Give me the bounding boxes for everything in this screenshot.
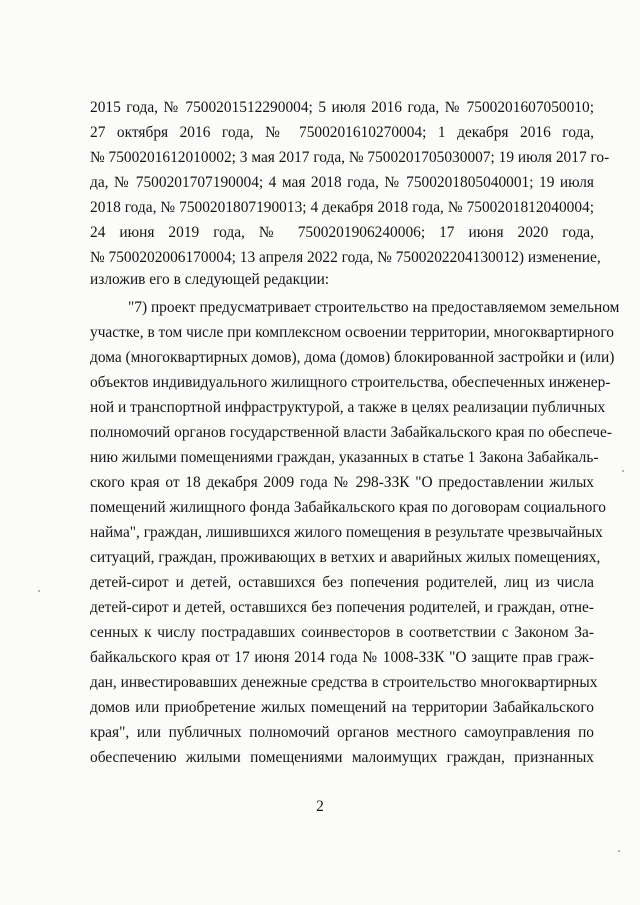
text-line: объектов индивидуального жилищного строительства, обеспеченных инженер-	[90, 374, 611, 391]
text-line: 24 июня 2019 года, № 7500201906240006; 17 июня 2020 года,	[90, 224, 594, 241]
text-line: домов или приобретение жилых помещений на территории Забайкальского	[90, 699, 594, 716]
text-line: края", или публичных полномочий органов местного самоуправления по	[90, 724, 594, 741]
text-line: сенных к числу пострадавших соинвесторов в соответствии с Законом За-	[90, 624, 594, 641]
scan-speck	[618, 850, 620, 852]
text-line: 2015 года, № 7500201512290004; 5 июля 2016 года, № 7500201607050010;	[90, 99, 594, 116]
text-line: изложив его в следующей редакции:	[90, 271, 330, 288]
text-line: ситуаций, граждан, проживающих в ветхих и аварийных жилых помещениях,	[90, 549, 601, 566]
paragraph-first-line: "7) проект предусматривает строительство на предоставляемом земельном	[128, 299, 620, 316]
scan-speck	[622, 470, 624, 472]
text-line: ной и транспортной инфраструктурой, а также в целях реализации публичных	[90, 399, 606, 416]
text-line: найма", граждан, лишившихся жилого помещения в результате чрезвычайных	[90, 524, 603, 541]
text-line: байкальского края от 17 июня 2014 года № 1008-ЗЗК "О защите прав граж-	[90, 649, 594, 666]
page-number: 2	[316, 798, 324, 815]
text-line: детей-сирот и детей, оставшихся без попечения родителей, лиц из числа	[90, 574, 594, 591]
text-line: дан, инвестировавших денежные средства в строительство многоквартирных	[90, 674, 598, 691]
text-line: помещений жилищного фонда Забайкальского края по договорам социального	[90, 499, 606, 516]
text-line: участке, в том числе при комплексном освоении территории, многоквартирного	[90, 324, 614, 341]
text-line: детей-сирот и детей, оставшихся без попечения родителей, и граждан, отне-	[90, 599, 594, 616]
text-line: да, № 7500201707190004; 4 мая 2018 года, № 7500201805040001; 19 июля	[90, 174, 594, 191]
text-line: № 7500201612010002; 3 мая 2017 года, № 7500201705030007; 19 июля 2017 го-	[90, 149, 610, 166]
text-line: № 7500202006170004; 13 апреля 2022 года, № 7500202204130012) изменение,	[90, 249, 601, 266]
text-line: 27 октября 2016 года, № 7500201610270004; 1 декабря 2016 года,	[90, 124, 594, 141]
scan-speck	[38, 590, 40, 592]
text-line: ского края от 18 декабря 2009 года № 298-ЗЗК "О предоставлении жилых	[90, 474, 594, 491]
text-line: полномочий органов государственной власти Забайкальского края по обеспече-	[90, 424, 612, 441]
text-line: 2018 года, № 7500201807190013; 4 декабря 2018 года, № 7500201812040004;	[90, 199, 594, 216]
text-line: нию жилыми помещениями граждан, указанных в статье 1 Закона Забайкаль-	[90, 449, 599, 466]
text-line: дома (многоквартирных домов), дома (домов) блокированной застройки и (или)	[90, 349, 615, 366]
text-line: обеспечению жилыми помещениями малоимущих граждан, признанных	[90, 749, 594, 766]
